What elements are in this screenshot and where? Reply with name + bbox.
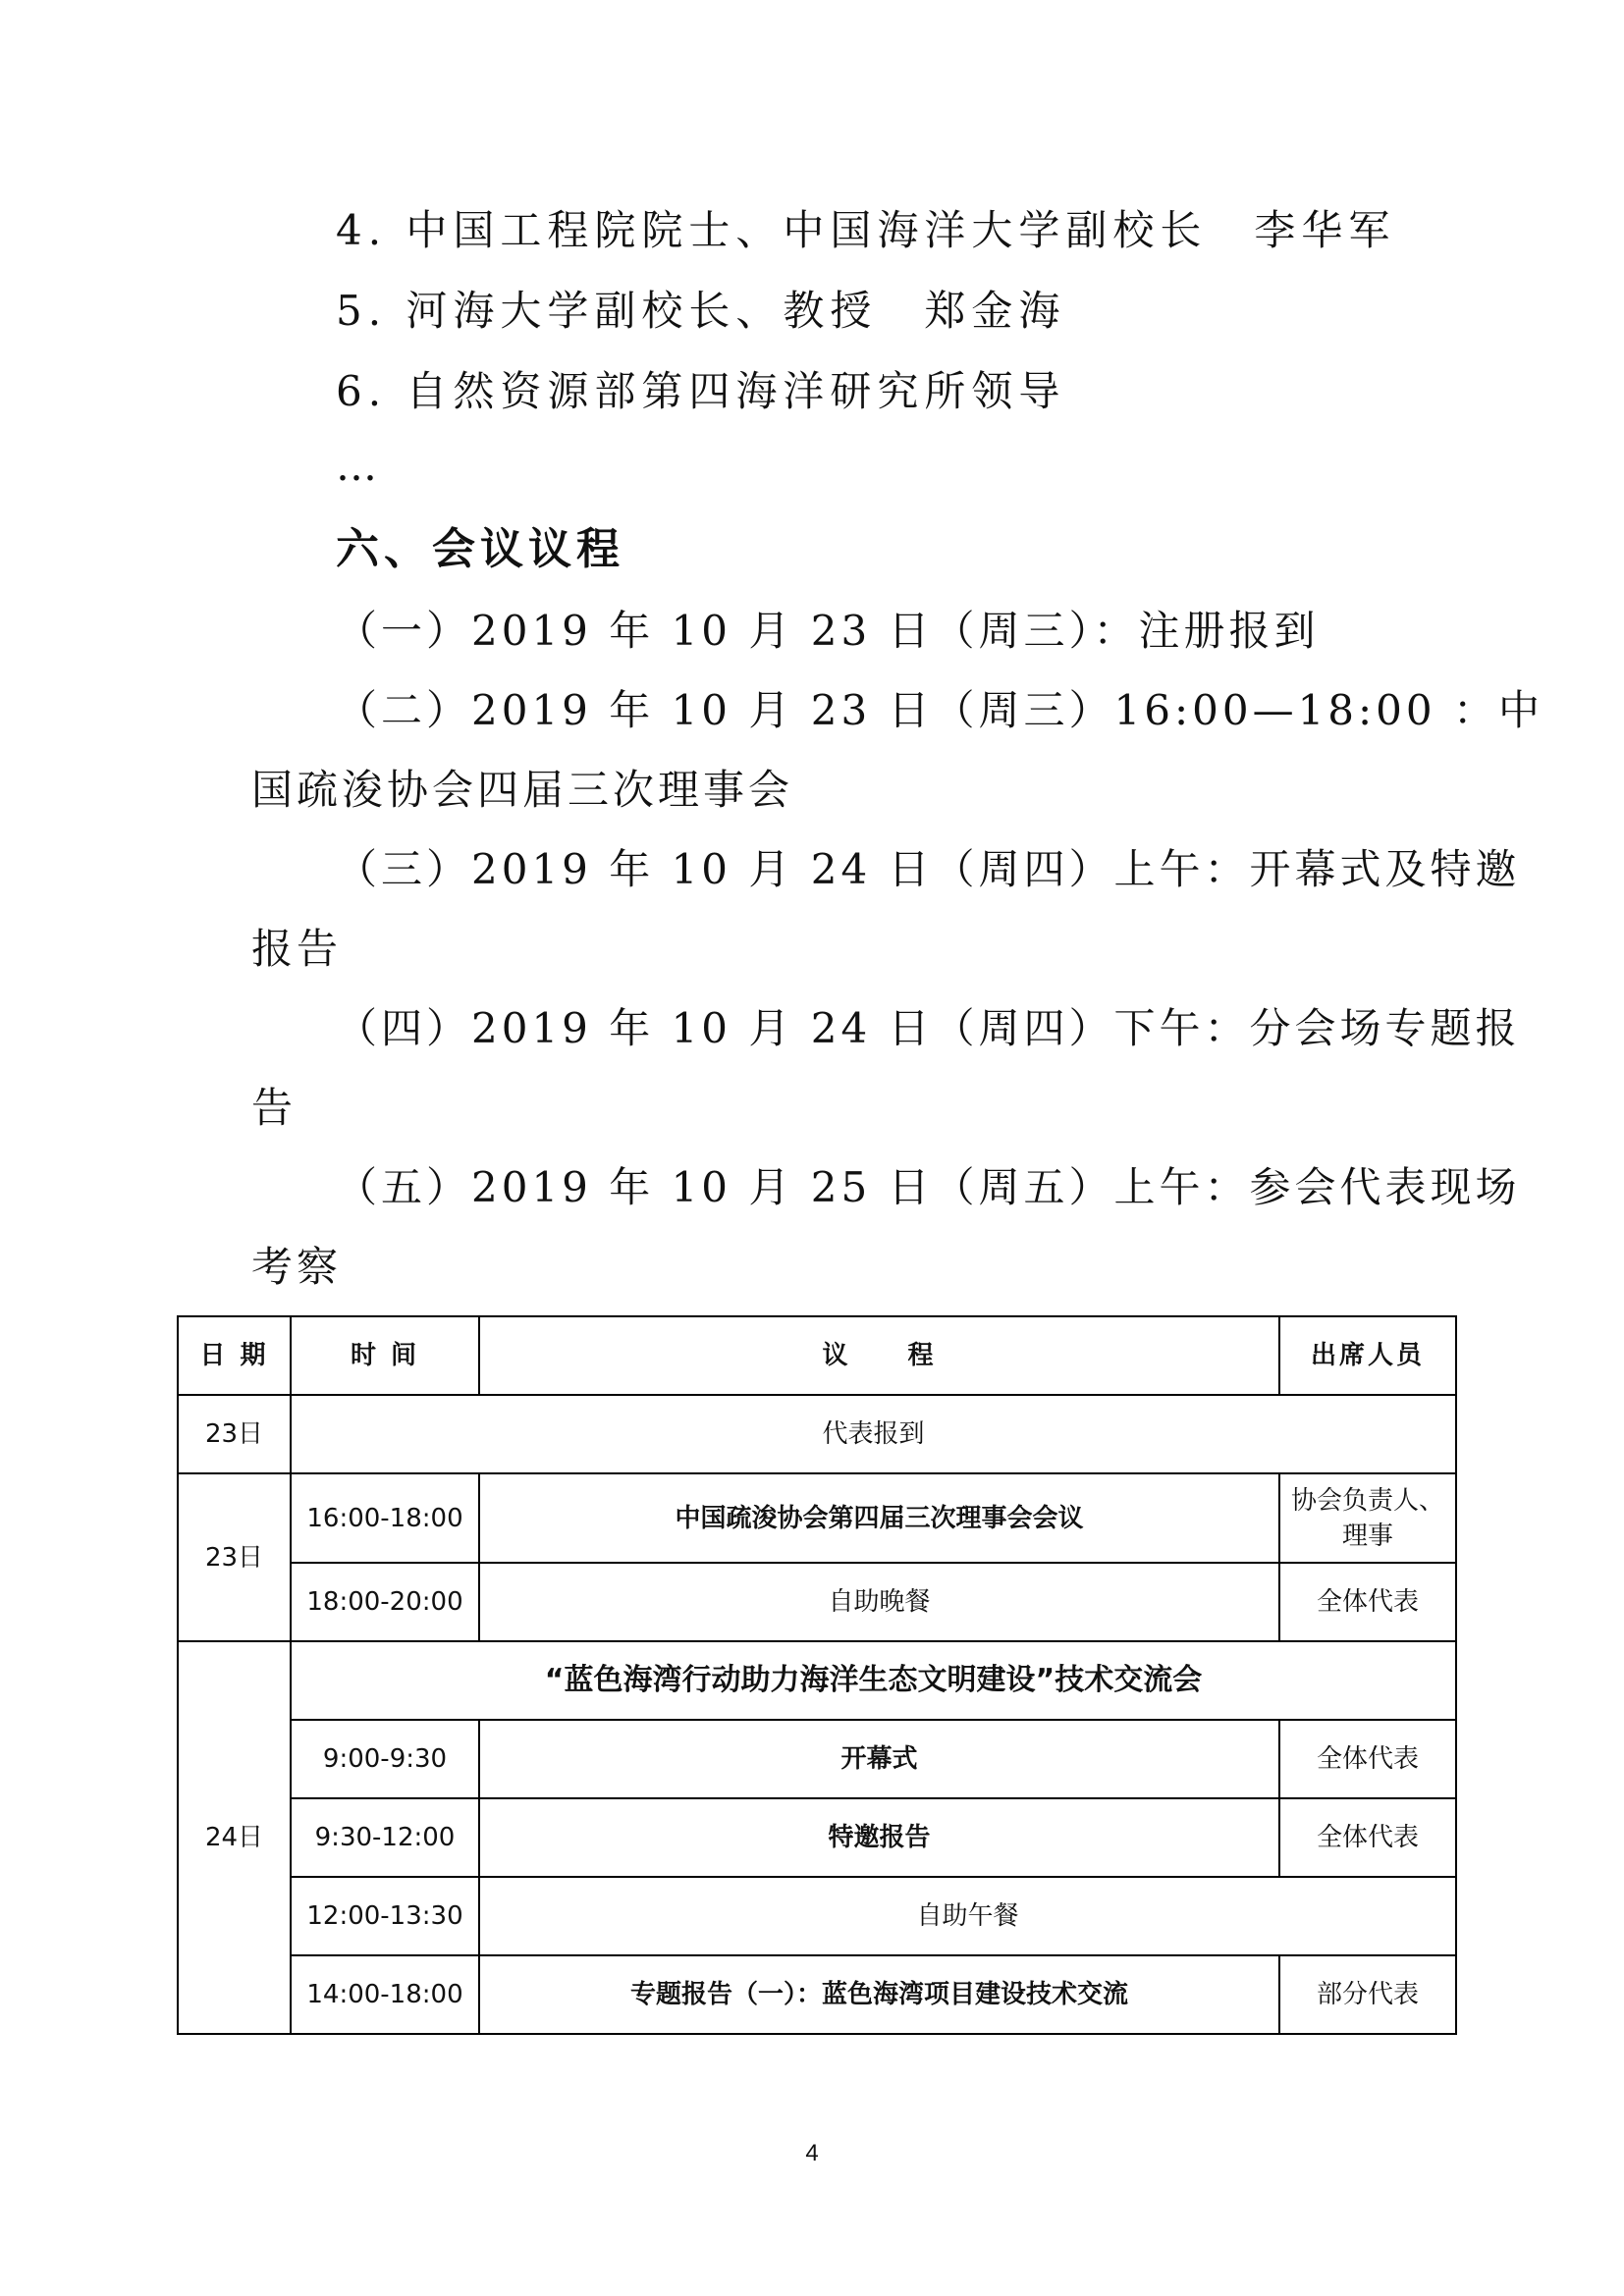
table-row (178, 1877, 1456, 1955)
cell-date: 23日 (178, 1395, 291, 1473)
cell-attendees: 全体代表 (1279, 1720, 1456, 1798)
cell-time: 16:00-18:00 (291, 1473, 479, 1563)
cell-agenda: 开幕式 (479, 1720, 1279, 1798)
cell-time: 14:00-18:00 (291, 1955, 479, 2034)
cell-attendees: 协会负责人、理事 (1279, 1473, 1456, 1563)
cell-date: 24日 (178, 1641, 291, 2034)
cell-time: 12:00-13:30 (291, 1877, 479, 1955)
table-row (178, 1395, 1456, 1473)
page-number: 4 (805, 2140, 819, 2166)
cell-conference-title: “蓝色海湾行动助力海洋生态文明建设”技术交流会 (291, 1641, 1456, 1720)
list-ellipsis: … (336, 442, 383, 490)
cell-agenda: 自助晚餐 (479, 1563, 1279, 1641)
header-date: 日 期 (178, 1316, 291, 1395)
table-row (178, 1798, 1456, 1877)
table-row (178, 1720, 1456, 1798)
cell-date: 23日 (178, 1473, 291, 1641)
agenda-item-2: （二）2019 年 10 月 23 日（周三）16:00—18:00 ：中 (336, 686, 1543, 734)
agenda-item-2-cont: 国疏浚协会四届三次理事会 (251, 766, 794, 814)
header-agenda: 议 程 (479, 1316, 1279, 1395)
list-item-4: 4. 中国工程院院士、中国海洋大学副校长 李华军 (336, 206, 1396, 254)
table-header-row (178, 1316, 1456, 1395)
agenda-table (177, 1315, 1457, 2035)
header-time: 时 间 (291, 1316, 479, 1395)
cell-agenda: 专题报告（一）：蓝色海湾项目建设技术交流 (479, 1955, 1279, 2034)
list-item-6: 6. 自然资源部第四海洋研究所领导 (336, 367, 1066, 415)
cell-lunch: 自助午餐 (479, 1877, 1456, 1955)
cell-time: 9:00-9:30 (291, 1720, 479, 1798)
cell-agenda: 特邀报告 (479, 1798, 1279, 1877)
agenda-item-5-cont: 考察 (251, 1243, 343, 1291)
agenda-item-5: （五）2019 年 10 月 25 日（周五）上午：参会代表现场 (336, 1163, 1521, 1211)
table-row (178, 1473, 1456, 1563)
agenda-item-1: （一）2019 年 10 月 23 日（周三）：注册报到 (336, 607, 1320, 655)
header-attendees: 出席人员 (1279, 1316, 1456, 1395)
table-row (178, 1955, 1456, 2034)
section-title: 六、会议议程 (336, 524, 624, 574)
cell-time: 18:00-20:00 (291, 1563, 479, 1641)
cell-attendees: 全体代表 (1279, 1563, 1456, 1641)
cell-attendees: 部分代表 (1279, 1955, 1456, 2034)
cell-registration: 代表报到 (291, 1395, 1456, 1473)
table-row (178, 1641, 1456, 1720)
agenda-item-4-cont: 告 (251, 1084, 298, 1132)
table-row (178, 1563, 1456, 1641)
list-item-5: 5. 河海大学副校长、教授 郑金海 (336, 287, 1066, 335)
agenda-item-3-cont: 报告 (251, 925, 343, 973)
cell-agenda: 中国疏浚协会第四届三次理事会会议 (479, 1473, 1279, 1563)
agenda-item-4: （四）2019 年 10 月 24 日（周四）下午：分会场专题报 (336, 1004, 1521, 1052)
cell-time: 9:30-12:00 (291, 1798, 479, 1877)
agenda-item-3: （三）2019 年 10 月 24 日（周四）上午：开幕式及特邀 (336, 845, 1521, 893)
cell-attendees: 全体代表 (1279, 1798, 1456, 1877)
